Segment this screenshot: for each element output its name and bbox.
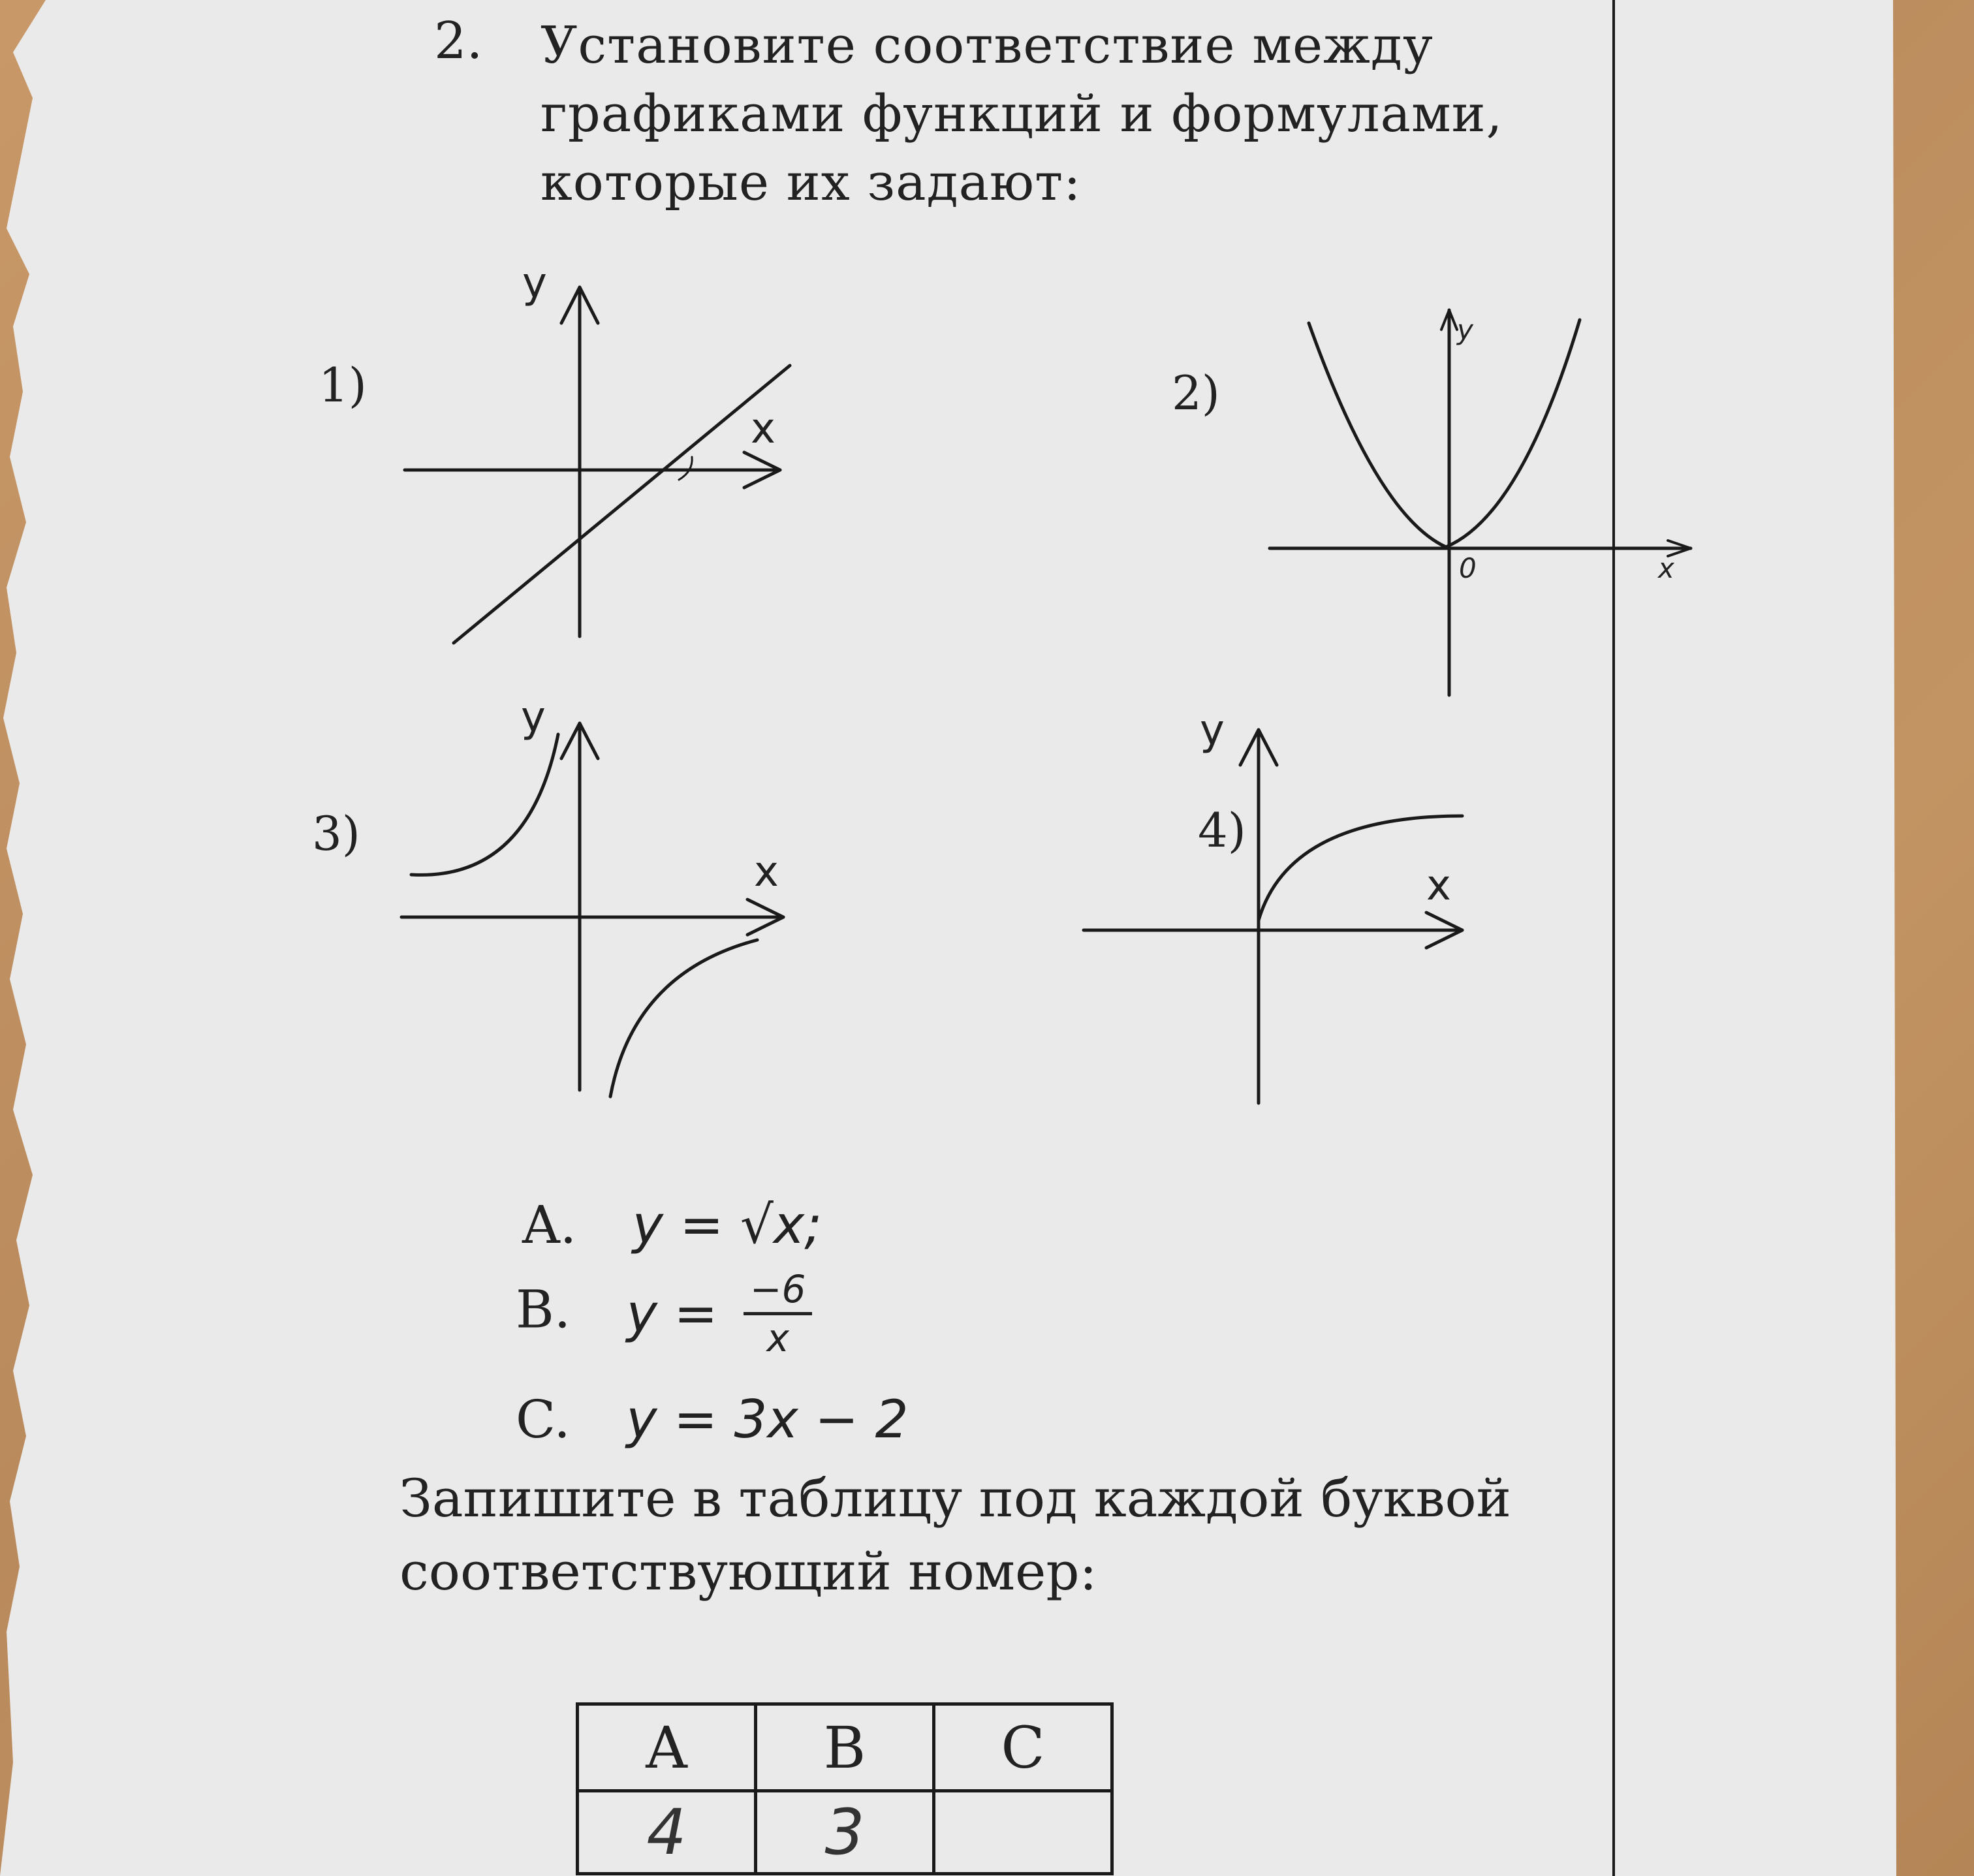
graph-2-y-label: y bbox=[1457, 314, 1473, 346]
task-line-3: которые их задают: bbox=[540, 153, 1082, 212]
instruction-line-2: соответствующий номер: bbox=[400, 1541, 1097, 1602]
option-b-numerator: −6 bbox=[744, 1266, 813, 1315]
graph-2-origin-label: 0 bbox=[1459, 552, 1477, 584]
instruction bbox=[400, 1462, 1511, 1608]
option-c-formula: y = 3x − 2 bbox=[626, 1389, 909, 1450]
task-number: 2. bbox=[434, 12, 483, 70]
option-b-letter: B. bbox=[516, 1279, 571, 1340]
answer-header-b: B bbox=[756, 1704, 934, 1791]
option-b-fraction bbox=[744, 1266, 813, 1361]
graph-2-x-label: x bbox=[1658, 552, 1674, 584]
graph-1-y-label: y bbox=[522, 259, 547, 307]
graph-3-y-label: y bbox=[521, 693, 546, 742]
answer-header-a: A bbox=[578, 1704, 756, 1791]
graph-4-label: 4) bbox=[1198, 803, 1246, 858]
option-b-lhs: y = bbox=[626, 1283, 718, 1344]
graph-3-x-label: x bbox=[754, 848, 779, 896]
answer-header-c: C bbox=[934, 1704, 1112, 1791]
graph-4-x-label: x bbox=[1426, 862, 1451, 910]
option-b-denominator: x bbox=[766, 1316, 789, 1360]
option-a-letter: A. bbox=[522, 1195, 577, 1255]
answer-table bbox=[576, 1702, 1114, 1875]
answer-cell-c[interactable] bbox=[934, 1791, 1112, 1874]
task-line-1: Установите соответствие между bbox=[540, 16, 1434, 75]
option-a bbox=[522, 1195, 822, 1255]
option-b bbox=[516, 1266, 812, 1361]
task-line-2: графиками функций и формулами, bbox=[540, 85, 1503, 144]
graph-1-label: 1) bbox=[319, 358, 367, 413]
instruction-line-1: Запишите в таблицу под каждой буквой bbox=[400, 1468, 1511, 1529]
answer-cell-a[interactable]: 4 bbox=[578, 1791, 756, 1874]
graph-1-x-label: x bbox=[751, 405, 776, 453]
option-c bbox=[516, 1389, 909, 1450]
answer-cell-b[interactable]: 3 bbox=[756, 1791, 934, 1874]
graph-4-y-label: y bbox=[1200, 706, 1225, 755]
option-c-letter: C. bbox=[516, 1389, 571, 1450]
option-a-formula: y = √x; bbox=[632, 1195, 822, 1255]
graph-2-label: 2) bbox=[1172, 366, 1220, 420]
graph-3-label: 3) bbox=[312, 806, 360, 861]
